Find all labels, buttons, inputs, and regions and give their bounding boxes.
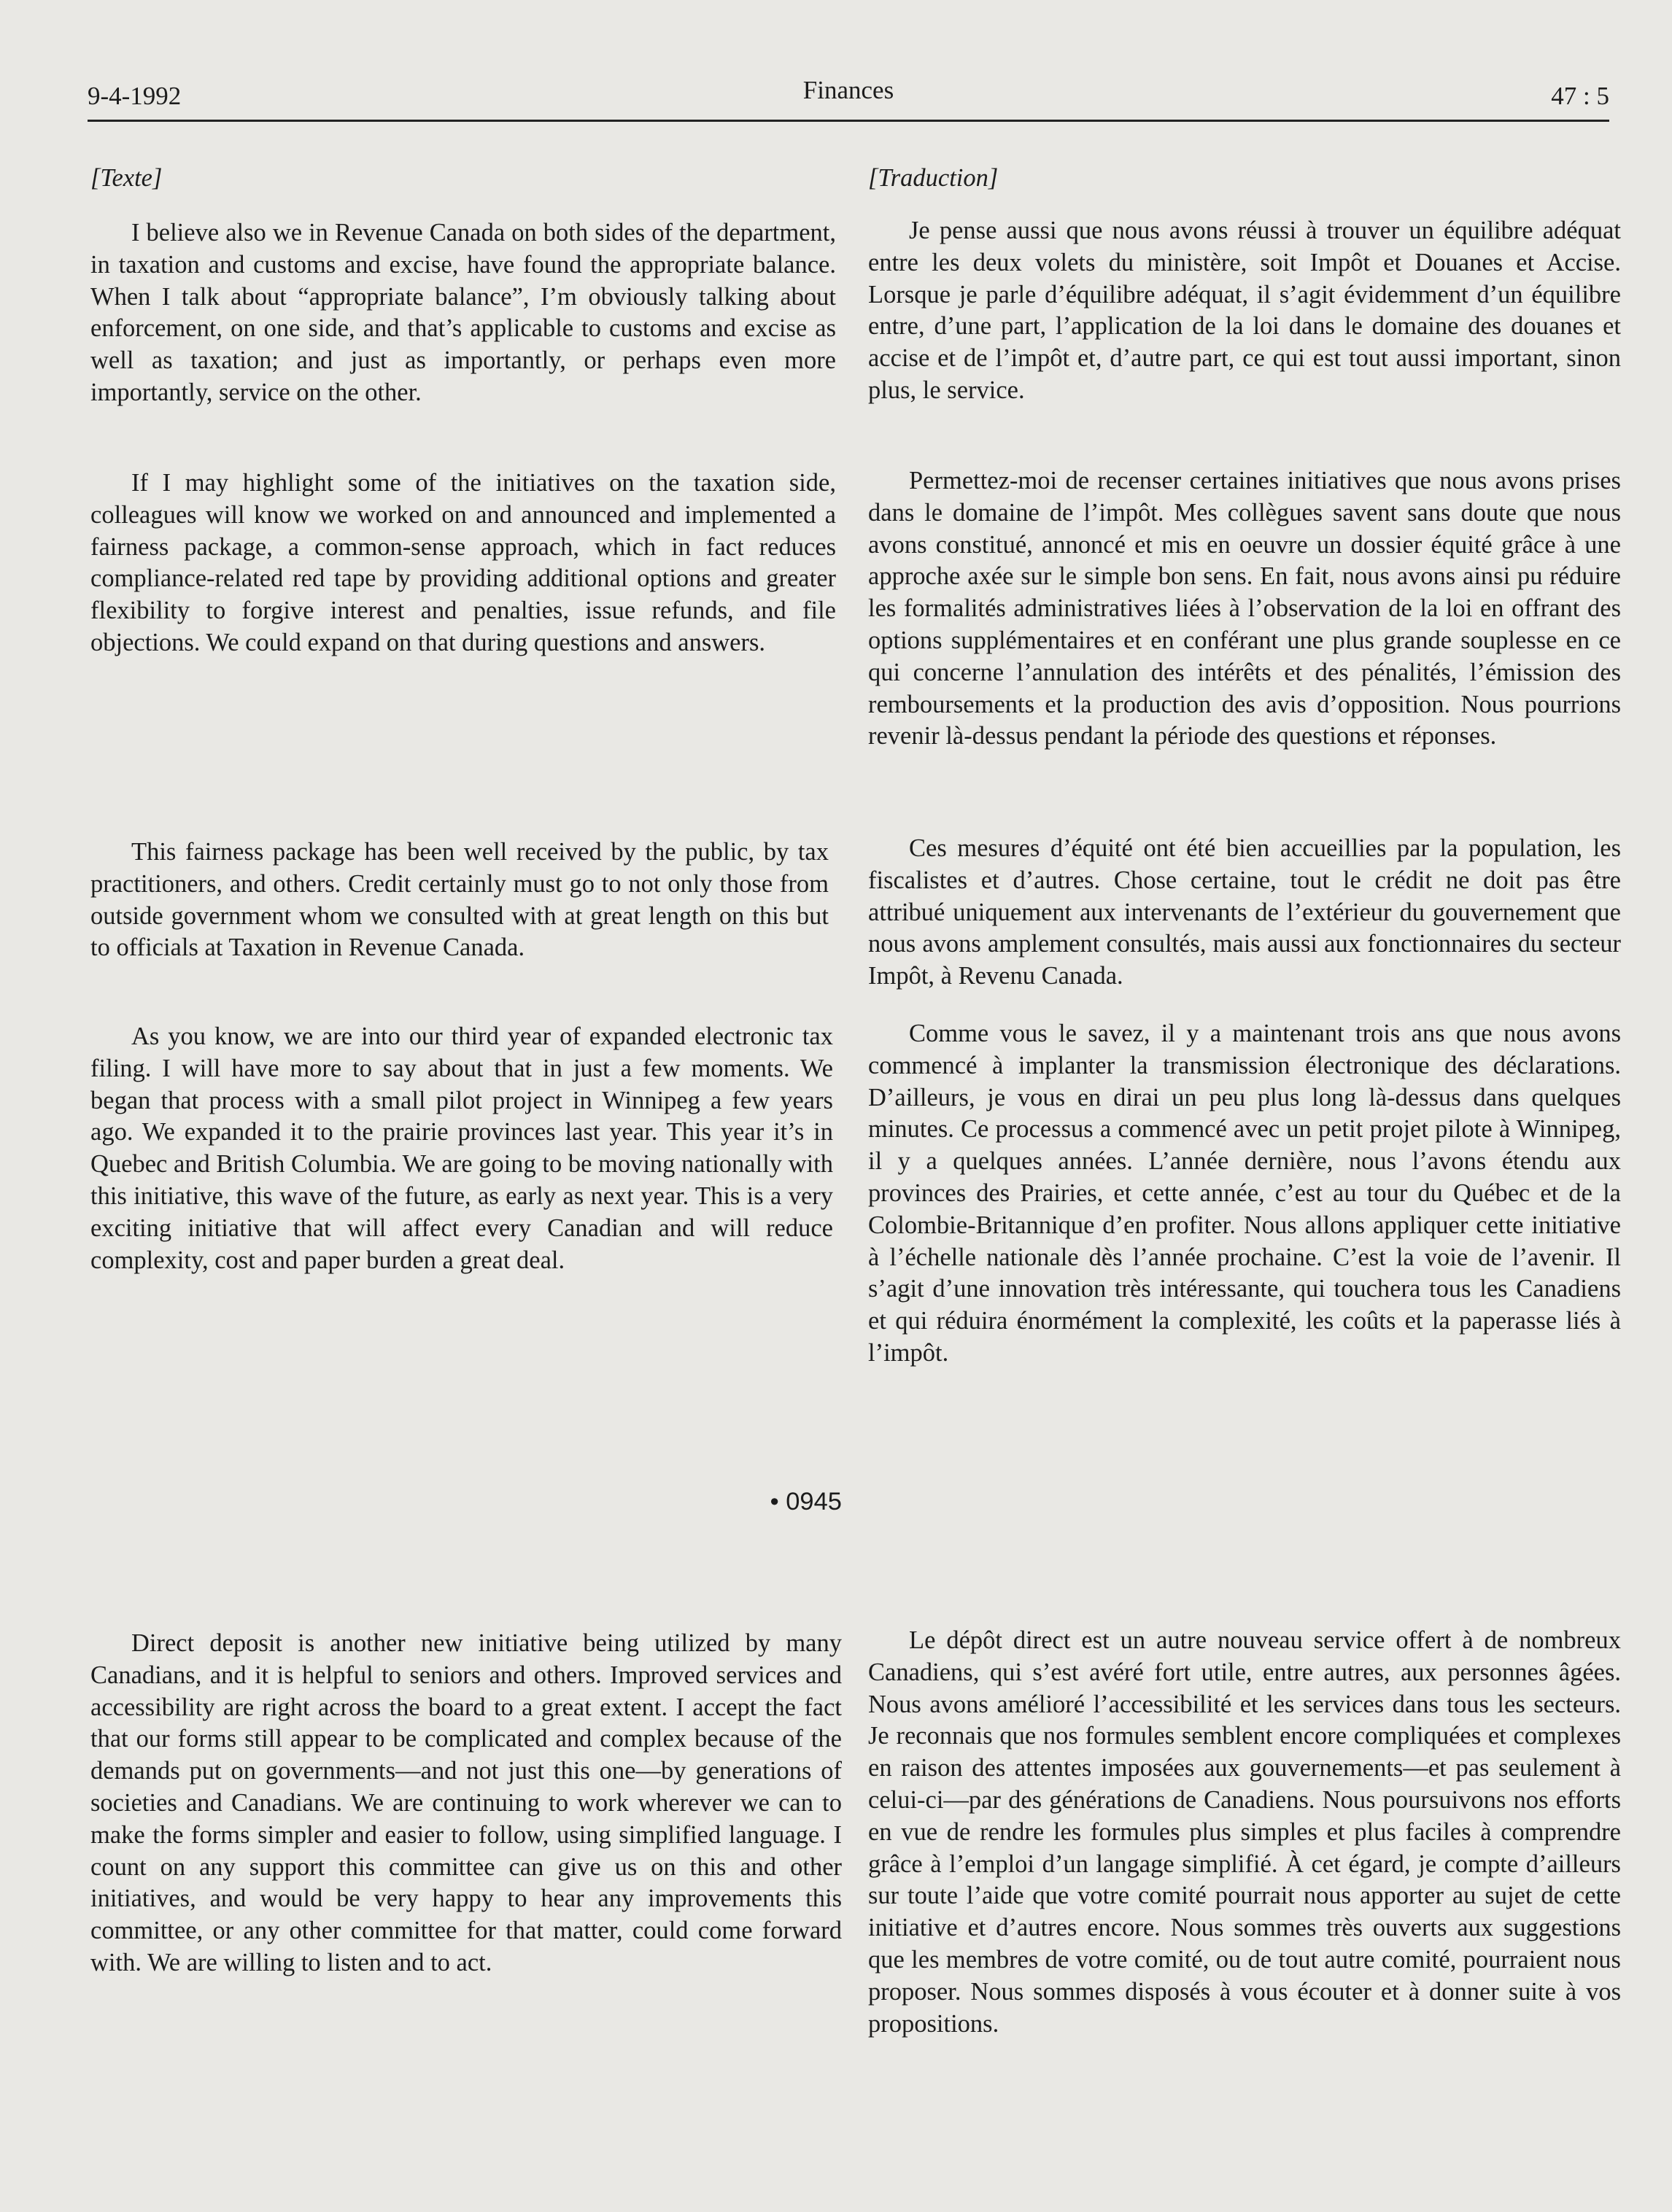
english-paragraph-1: I believe also we in Revenue Canada on both sides of the department, in taxation and customs and excise, have found the appropriate balance. When I talk about “appropriate balance”, I’m obviously talking about enforcement, on one side, and that’s applicable to customs and excise as well as taxation; and just as importantly, or perhaps even more importantly, service on the other. xyxy=(90,219,836,406)
english-paragraph-2: If I may highlight some of the initiatives on the taxation side, colleagues will know we worked on and announced and implemented a fairness package, a common-sense approach, which in fact reduces compliance-related red tape by providing additional options and greater flexibility to forgive interest and penalties, issue refunds, and file objections. We could expand on that during questions and answers. xyxy=(90,469,836,656)
french-paragraph-1: Je pense aussi que nous avons réussi à trouver un équilibre adéquat entre les deux volets du ministère, soit Impôt et Douanes et Accise. Lorsque je parle d’équilibre adéquat, il s’agit évidemment d’un équilibre entre, d’une part, l’application de la loi dans le domaine des douanes et accise et de l’impôt et, d’autre part, ce qui est tout aussi important, sinon plus, le service. xyxy=(868,217,1621,404)
english-paragraph-5: Direct deposit is another new initiative being utilized by many Canadians, and it is helpful to seniors and others. Improved services and accessibility are right across the board to a great extent. I accept the fact that our forms still appear to be complicated and complex because of the demands put on governments—and not just this one—by generations of societies and Canadians. We are continuing to work wherever we can to make the forms simpler and easier to follow, using simplified language. I count on any support this committee can give us on this and other initiatives, and would be very happy to hear any improvements this committee, or any other committee for that matter, could come forward with. We are willing to listen and to act. xyxy=(90,1629,842,1976)
french-paragraph-4: Comme vous le savez, il y a maintenant trois ans que nous avons commencé à implanter la transmission électronique des déclarations. D’ailleurs, je vous en dirai un peu plus long là-dessus dans quelques minutes. Ce processus a commencé avec un petit projet pilote à Winnipeg, il y a quelques années. L’année dernière, nous l’avons étendu aux provinces des Prairies, et cette année, c’est au tour du Québec et de la Colombie-Britannique d’en profiter. Nous allons appliquer cette initiative à l’échelle nationale dès l’année prochaine. C’est la voie de l’avenir. Il s’agit d’une innovation très intéressante, qui touchera tous les Canadiens et qui réduira énormément la complexité, les coûts et la paperasse liés à l’impôt. xyxy=(868,1020,1621,1367)
header-title: Finances xyxy=(802,76,894,104)
header-page-number: 47 : 5 xyxy=(1551,82,1609,110)
text-label: [Texte] xyxy=(90,164,163,192)
english-paragraph-3: This fairness package has been well received by the public, by tax practitioners, and others. Credit certainly must go to not only those from outside government whom we consulted with at great length on this but to officials at Taxation in Revenue Canada. xyxy=(90,838,829,962)
english-paragraph-4: As you know, we are into our third year of expanded electronic tax filing. I will have more to say about that in just a few moments. We began that process with a small pilot project in Winnipeg a few years ago. We expanded it to the prairie provinces last year. This year it’s in Quebec and British Columbia. We are going to be moving nationally with this initiative, this wave of the future, as early as next year. This is a very exciting initiative that will affect every Canadian and will reduce complexity, cost and paper burden a great deal. xyxy=(90,1022,833,1274)
page-header xyxy=(88,76,1609,122)
header-date: 9-4-1992 xyxy=(88,82,182,110)
translation-label: [Traduction] xyxy=(868,164,999,192)
time-marker: • 0945 xyxy=(770,1488,842,1516)
french-paragraph-2: Permettez-moi de recenser certaines initiatives que nous avons prises dans le domaine de l’impôt. Mes collègues savent sans doute que nous avons constitué, annoncé et mis en oeuvre un dossier équité grâce à une approche axée sur le simple bon sens. En fait, nous avons ainsi pu réduire les formalités administratives liées à l’observation de la loi en offrant des options supplémentaires et en conférant une plus grande souplesse en ce qui concerne l’annulation des intérêts et des pénalités, l’émission des remboursements et la production des avis d’opposition. Nous pourrions revenir là-dessus pendant la période des questions et réponses. xyxy=(868,467,1621,750)
french-paragraph-3: Ces mesures d’équité ont été bien accueillies par la population, les fiscalistes et d’autres. Chose certaine, tout le crédit ne doit pas être attribué uniquement aux intervenants de l’extérieur du gouvernement que nous avons amplement consultés, mais aussi aux fonctionnaires du secteur Impôt, à Revenu Canada. xyxy=(868,834,1621,990)
french-paragraph-5: Le dépôt direct est un autre nouveau service offert à de nombreux Canadiens, qui s’est avéré fort utile, entre autres, aux personnes âgées. Nous avons amélioré l’accessibilité et les services dans tous les secteurs. Je reconnais que nos formules semblent encore compliquées et complexes en raison des attentes imposées aux gouvernements—et pas seulement à celui-ci—par des générations de Canadiens. Nous poursuivons nos efforts en vue de rendre les formules plus simples et plus faciles à comprendre grâce à l’emploi d’un langage simplifié. À cet égard, je compte d’ailleurs sur toute l’aide que votre comité pourrait nous apporter au sujet de cette initiative et d’autres encore. Nous sommes très ouverts aux suggestions que les membres de votre comité, ou de tout autre comité, pourraient nous proposer. Nous sommes disposés à vous écouter et à donner suite à vos propositions. xyxy=(868,1626,1621,2038)
